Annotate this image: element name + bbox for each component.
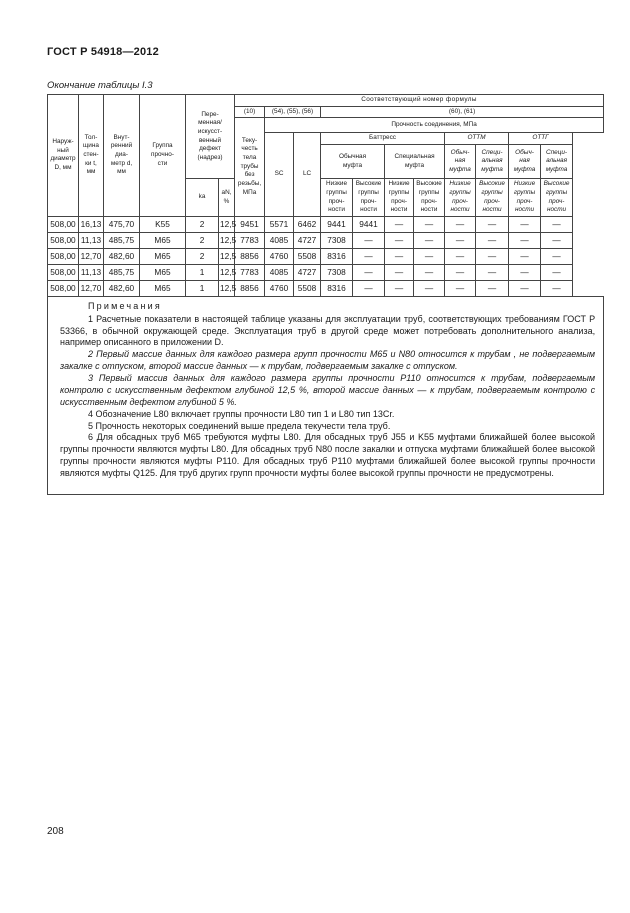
table-cell: 6462: [294, 216, 321, 232]
table-cell: 7308: [321, 264, 353, 280]
table-cell: 12,5: [219, 280, 235, 296]
table-cell: —: [541, 280, 573, 296]
head-low-groups: Низкие группы проч- ности: [321, 179, 353, 217]
head-yield: Теку- честь тела трубы без резьбы, МПа: [235, 118, 265, 217]
table-cell: —: [509, 280, 541, 296]
table-cell: 1: [186, 264, 219, 280]
head-high-groups: Высокие группы проч- ности: [353, 179, 385, 217]
head-high-groups: Высокие группы проч- ности: [541, 179, 573, 217]
table-cell: —: [353, 248, 385, 264]
head-ottm-special: Специ- альная муфта: [476, 145, 509, 179]
head-inner-diameter: Внут- ренний диа- метр d, мм: [104, 95, 140, 217]
head-ottg-special: Специ- альная муфта: [541, 145, 573, 179]
table-cell: 508,00: [48, 280, 79, 296]
table-cell: 4727: [294, 232, 321, 248]
table-cell: 7308: [321, 232, 353, 248]
strength-table: [47, 94, 604, 495]
table-cell: 9441: [321, 216, 353, 232]
table-cell: 4727: [294, 264, 321, 280]
table-cell: 7783: [235, 264, 265, 280]
head-sc: SC: [265, 133, 294, 217]
table-cell: 5571: [265, 216, 294, 232]
table-cell: —: [414, 232, 445, 248]
table-row: [48, 232, 604, 248]
head-defect-k: ka: [186, 179, 219, 217]
table-cell: —: [445, 264, 476, 280]
note-item: 1 Расчетные показатели в настоящей таблице указаны для эксплуатации труб, соответствующих требованиям ГОСТ Р 53366, в обычной окружающей среде. Эксплуатация труб в другой среде может потребовать дополнительного анализа, например описанного в приложении D.: [60, 313, 596, 348]
table-cell: —: [385, 232, 414, 248]
table-row: [48, 280, 604, 296]
table-cell: —: [353, 232, 385, 248]
table-cell: 485,75: [104, 232, 140, 248]
note-item: 6 Для обсадных труб M65 требуются муфты L80. Для обсадных труб J55 и K55 муфтами ближайшей более высокой группы прочности являются муфты L80. Для обсадных труб N80 после закалки и отпуска муфтами ближайшей более высокой группы прочности являются муфты P110. Для обсадных труб P110 муфтами ближайшей более высокой группы прочности являются муфты Q125. Для труб других групп прочности муфты более высокой группы прочности не предусмотрены.: [60, 432, 596, 479]
note-item: 2 Первый массие данных для каждого размера групп прочности M65 и N80 относится к трубам , не подвергаемым закалке с отпуском, второй массие данных — к трубам, подвергаемым закалке с отпуском.: [60, 349, 596, 372]
table-cell: 508,00: [48, 248, 79, 264]
table-cell: 2: [186, 248, 219, 264]
table-cell: 508,00: [48, 232, 79, 248]
table-cell: —: [445, 216, 476, 232]
table-cell: 12,70: [79, 280, 104, 296]
table-cell: 4760: [265, 248, 294, 264]
table-cell: —: [541, 248, 573, 264]
table-cell: —: [476, 216, 509, 232]
table-cell: 12,5: [219, 232, 235, 248]
table-cell: 4760: [265, 280, 294, 296]
table-cell: 482,60: [104, 248, 140, 264]
head-wall-thickness: Тол- щина стен- ки t, мм: [79, 95, 104, 217]
table-cell: —: [385, 264, 414, 280]
table-cell: 12,5: [219, 264, 235, 280]
head-ottg-regular: Обыч- ная муфта: [509, 145, 541, 179]
table-cell: 11,13: [79, 232, 104, 248]
table-cell: —: [445, 280, 476, 296]
page-number: 208: [47, 826, 64, 837]
table-cell: 5508: [294, 248, 321, 264]
table-cell: 12,70: [79, 248, 104, 264]
table-cell: —: [541, 264, 573, 280]
table-cell: —: [353, 264, 385, 280]
table-cell: —: [541, 232, 573, 248]
head-formula-10: (10): [235, 106, 265, 118]
table-cell: —: [353, 280, 385, 296]
head-low-groups: Низкие группы проч- ности: [445, 179, 476, 217]
table-cell: 482,60: [104, 280, 140, 296]
head-ottm: ОТТМ: [445, 133, 509, 145]
table-cell: 5508: [294, 280, 321, 296]
standard-title: ГОСТ Р 54918—2012: [47, 46, 159, 58]
table-cell: —: [509, 264, 541, 280]
table-cell: 8856: [235, 280, 265, 296]
table-cell: 8316: [321, 248, 353, 264]
table-cell: 7783: [235, 232, 265, 248]
head-buttress: Баттресс: [321, 133, 445, 145]
notes-title: Примечания: [88, 300, 162, 311]
table-cell: 485,75: [104, 264, 140, 280]
table-cell: 16,13: [79, 216, 104, 232]
table-cell: K55: [140, 216, 186, 232]
head-high-groups: Высокие группы проч- ности: [476, 179, 509, 217]
head-high-groups: Высокие группы проч- ности: [414, 179, 445, 217]
table-caption: Окончание таблицы I.3: [47, 80, 153, 91]
table-body: [48, 216, 604, 296]
table-cell: 8316: [321, 280, 353, 296]
head-ottm-regular: Обыч- ная муфта: [445, 145, 476, 179]
table-cell: —: [414, 248, 445, 264]
table-cell: 12,5: [219, 248, 235, 264]
head-lc: LC: [294, 133, 321, 217]
table-cell: —: [509, 216, 541, 232]
table-cell: 9441: [353, 216, 385, 232]
table-cell: 508,00: [48, 264, 79, 280]
table-cell: 1: [186, 280, 219, 296]
head-strength-group: Группа прочно- сти: [140, 95, 186, 217]
note-item: 5 Прочность некоторых соединений выше предела текучести тела труб.: [88, 420, 391, 431]
head-regular-coupling: Обычная муфта: [321, 145, 385, 179]
head-special-coupling: Специальная муфта: [385, 145, 445, 179]
table-cell: 11,13: [79, 264, 104, 280]
table-cell: —: [509, 248, 541, 264]
table-cell: —: [414, 216, 445, 232]
table-cell: —: [385, 216, 414, 232]
head-ottg: ОТТГ: [509, 133, 573, 145]
table-cell: —: [476, 280, 509, 296]
head-outer-diameter: Наруж- ный диаметр D, мм: [48, 95, 79, 217]
table-cell: M65: [140, 248, 186, 264]
head-defect-a: aN, %: [219, 179, 235, 217]
table-cell: —: [476, 248, 509, 264]
table-cell: —: [414, 280, 445, 296]
table-cell: 12,5: [219, 216, 235, 232]
table-cell: M65: [140, 232, 186, 248]
note-item: 3 Первый массив данных для каждого размера группы прочности P110 относится к трубам, подвергаемым контролю с искусственным дефектом глубиной 12,5 %, второй массие данных — к трубам, подвергаемым контролю с искусственным дефектом глубиной 5 %.: [60, 373, 596, 407]
head-low-groups: Низкие группы проч- ности: [385, 179, 414, 217]
head-formula-54: (54), (55), (56): [265, 106, 321, 118]
table-cell: 4085: [265, 264, 294, 280]
table-cell: M65: [140, 264, 186, 280]
table-cell: —: [541, 216, 573, 232]
head-low-groups: Низкие группы проч- ности: [509, 179, 541, 217]
table-cell: 2: [186, 232, 219, 248]
head-joint-strength: Прочность соединения, МПа: [265, 118, 604, 133]
table-cell: 8856: [235, 248, 265, 264]
head-formula-number: Соответствующий номер формулы: [235, 95, 604, 107]
table-cell: —: [445, 248, 476, 264]
table-cell: —: [476, 264, 509, 280]
table-cell: 9451: [235, 216, 265, 232]
head-formula-60: (60), (61): [321, 106, 604, 118]
table-cell: —: [445, 232, 476, 248]
table-cell: —: [476, 232, 509, 248]
table-cell: —: [509, 232, 541, 248]
table-row: [48, 264, 604, 280]
table-row: [48, 216, 604, 232]
notes-cell: [48, 296, 604, 494]
table-cell: —: [414, 264, 445, 280]
table-cell: —: [385, 248, 414, 264]
table-row: [48, 248, 604, 264]
table-cell: 4085: [265, 232, 294, 248]
note-item: 4 Обозначение L80 включает группы прочности L80 тип 1 и L80 тип 13Cr.: [88, 408, 395, 419]
table-cell: —: [385, 280, 414, 296]
table-cell: 475,70: [104, 216, 140, 232]
table-cell: 508,00: [48, 216, 79, 232]
table-cell: 2: [186, 216, 219, 232]
table-cell: M65: [140, 280, 186, 296]
head-defect: Пере- менная/ искусст- венный дефект (надрез): [186, 95, 235, 179]
